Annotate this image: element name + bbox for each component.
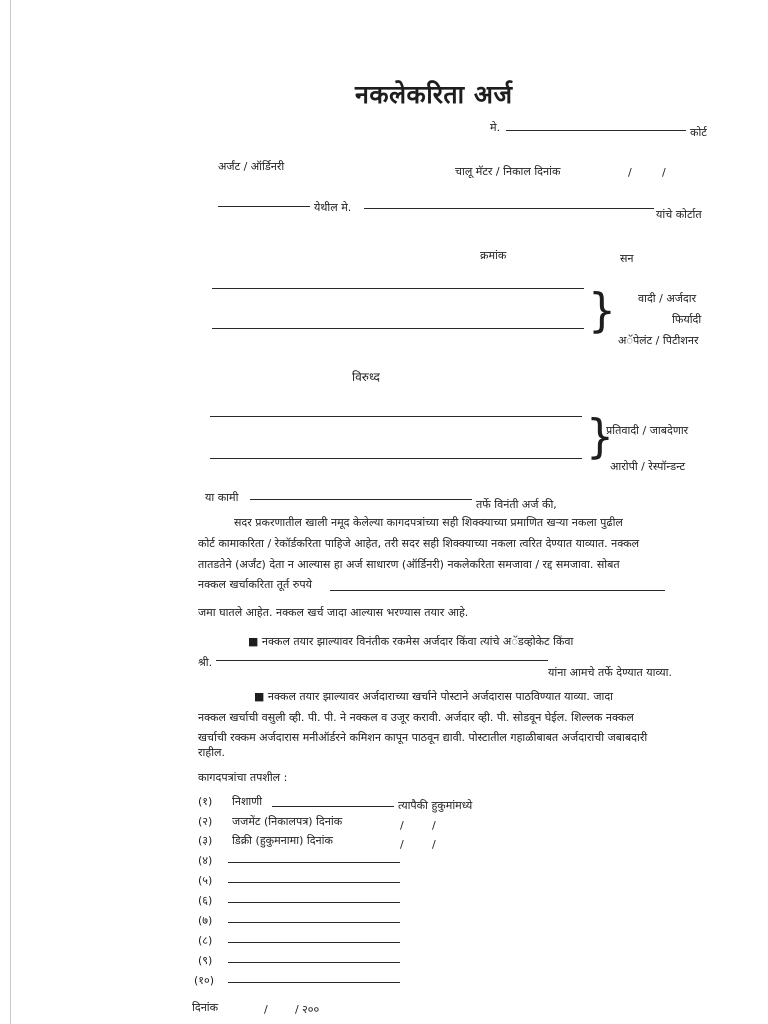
on-behalf-label: तर्फे विनंती अर्ज की, [476,498,557,511]
amount-blank [330,590,665,591]
doc-blank [228,982,400,983]
this-matter-label: या कामी [205,491,239,504]
para2-text: नक्कल तयार झाल्यावर विनंतीक रकमेस अर्जदार किंवा त्यांचे अॅडव्होकेट किंवा [261,635,574,648]
date-separator: / [264,1003,268,1016]
doc-number: (३) [198,834,213,847]
serial-no-label: क्रमांक [480,249,507,262]
para2-suffix: यांना आमचे तर्फे देण्यात याव्या. [548,666,673,679]
date-separator: / [432,838,436,851]
doc-number: (१०) [194,974,215,987]
defendant-brace: } [586,410,614,465]
para3-line: नक्कल खर्चाची वसुली व्ही. पी. पी. ने नक्कल व उजूर करावी. अर्जदार व्ही. पी. सोडवून घेईल. शिल्लक नक्कल [198,711,634,724]
defendant-role: प्रतिवादी / जाबदेणार [606,424,689,437]
plaintiff-name-blank [212,328,584,329]
plaintiff-role: फिर्यादी [672,313,702,326]
plaintiff-name-blank [212,288,584,289]
doc-blank [228,862,400,863]
date-separator: / [400,819,404,832]
urgent-ordinary-label: अर्जंट / ऑर्डिनरी [218,160,285,173]
their-court-label: यांचे कोर्टात [656,208,702,221]
date-separator: / [662,166,666,179]
doc-blank [272,806,394,807]
doc-number: (७) [198,914,213,927]
plaintiff-role: अॅपेलंट / पिटीशनर [618,334,699,347]
doc-number: (५) [198,874,213,887]
para1-line: तातडतेने (अर्जंट) देता न आल्यास हा अर्ज साधारण (ऑर्डिनरी) नकलेकरिता समजावा / रद्द समजावा. सोबत [198,558,620,571]
plaintiff-role: वादी / अर्जदार [638,292,697,305]
doc-label: जजमेंट (निकालपत्र) दिनांक [232,815,343,828]
para1-end: जमा घातले आहेत. नक्कल खर्च जादा आल्यास भरण्यास तयार आहे. [198,606,469,619]
court-name-blank [506,130,686,131]
para3-line: ■ नक्कल तयार झाल्यावर अर्जदाराच्या खर्चाने पोस्टाने अर्जदारास पाठविण्यात याव्या. जादा [254,690,614,703]
date-separator: / [628,166,632,179]
date-year: २०० [302,1003,320,1016]
date-label: दिनांक [192,1001,219,1014]
docs-heading: कागदपत्रांचा तपशील : [198,771,288,784]
court-prefix: मे. [490,121,501,134]
place-blank [218,206,310,207]
doc-label: निशाणी [232,795,263,808]
year-label: सन [620,252,634,265]
para3-line: राहील. [198,746,225,759]
doc-number: (२) [198,815,213,828]
para1-line: नक्कल खर्चाकरिता तूर्त रुपये [198,578,312,591]
para2-line: ■ नक्कल तयार झाल्यावर विनंतीक रकमेस अर्जदार किंवा त्यांचे अॅडव्होकेट किंवा [248,635,574,648]
doc-extra: त्यापैकी हुकुमांमध्ये [398,799,473,812]
doc-blank [228,962,400,963]
court-suffix: कोर्ट [690,126,707,139]
doc-number: (६) [198,894,213,907]
defendant-name-blank [210,458,582,459]
date-separator: / [295,1003,299,1016]
para1-line: कोर्ट कामाकरिता / रेकॉर्डकरिता पाहिजे आहेत, तरी सदर सही शिक्क्याच्या नकला त्वरित देण्यात याव्यात. नक्कल [198,537,640,550]
para3-text: नक्कल तयार झाल्यावर अर्जदाराच्या खर्चाने पोस्टाने अर्जदारास पाठविण्यात याव्या. जादा [267,690,614,703]
here-prefix: येथील मे. [314,201,352,214]
doc-blank [228,882,400,883]
para2-prefix: श्री. [198,656,213,669]
versus-label: विरुध्द [352,370,380,384]
para1-line: सदर प्रकरणातील खाली नमूद केलेल्या कागदपत्रांच्या सही शिक्क्याच्या प्रमाणित खऱ्या नकला पुढील [234,516,623,529]
date-separator: / [400,838,404,851]
doc-blank [228,942,400,943]
doc-number: (९) [198,954,213,967]
date-separator: / [432,819,436,832]
para3-line: खर्चाची रक्कम अर्जदारास मनीऑर्डरने कमिशन कापून पाठवून द्यावी. पोस्टातील गहाळीबाबत अर्जदाराची जबाबदारी [198,731,648,744]
applicant-blank [250,499,472,500]
doc-label: डिक्री (हुकुमनामा) दिनांक [232,834,333,847]
doc-number: (१) [198,795,213,808]
plaintiff-brace: } [588,284,616,339]
page-edge [10,0,11,1024]
doc-number: (८) [198,934,213,947]
defendant-role: आरोपी / रेस्पॉन्डन्ट [610,460,686,473]
doc-number: (४) [198,854,213,867]
hearing-date-label: चालू मॅटर / निकाल दिनांक [455,165,561,178]
defendant-name-blank [210,416,582,417]
advocate-name-blank [216,660,548,661]
doc-blank [228,902,400,903]
doc-blank [228,922,400,923]
form-title: नकलेकरिता अर्ज [355,80,513,109]
judge-blank [364,208,654,209]
